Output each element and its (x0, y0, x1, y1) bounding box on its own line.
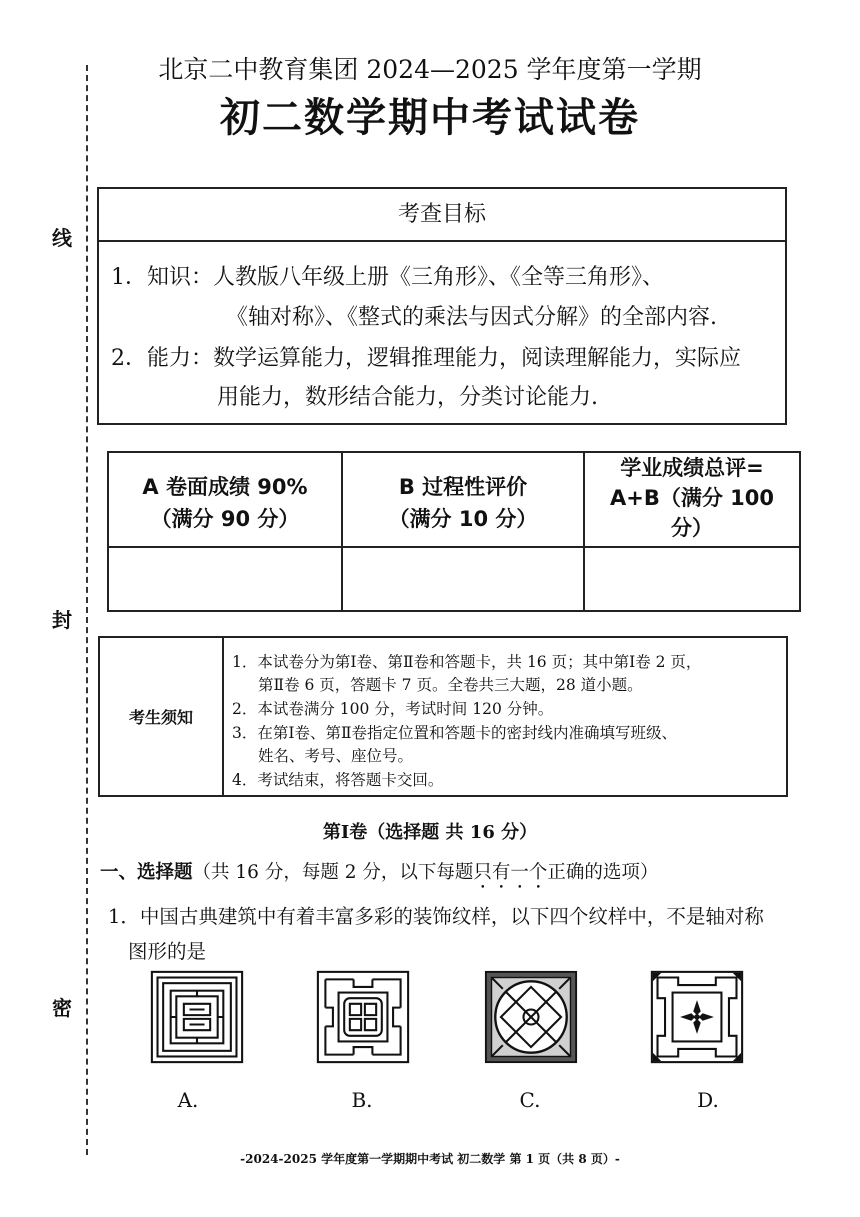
notice-label: 考生须知 (100, 638, 224, 795)
objective-line: 《轴对称》、《整式的乘法与因式分解》的全部内容. (226, 305, 717, 330)
notice-line: 2．本试卷满分 100 分，考试时间 120 分钟。 (232, 700, 554, 718)
notice-box (98, 636, 788, 797)
pattern-b-figure (316, 970, 410, 1064)
question-1-text-cont: 图形的是 (128, 940, 207, 963)
score-col-b (343, 453, 585, 610)
page-footer: -2024-2025 学年度第一学期期中考试 初二数学 第 1 页（共 8 页）- (240, 1152, 620, 1166)
pattern-a-figure (150, 970, 244, 1064)
exam-title: 初二数学期中考试试卷 (220, 94, 640, 141)
question-1-text: 1．中国古典建筑中有着丰富多彩的装饰纹样，以下四个纹样中，不是轴对称 (108, 905, 764, 928)
score-row-divider (109, 546, 799, 548)
seal-dashed-line (86, 65, 88, 1155)
objective-line: 用能力，数形结合能力，分类讨论能力. (217, 385, 598, 410)
seal-mark-mi: 密 (52, 996, 72, 1020)
score-col-c-line: A+B（满分 100 (609, 486, 774, 510)
section-title: 第Ⅰ卷（选择题 共 16 分） (322, 822, 538, 843)
objectives-box (97, 187, 787, 425)
score-col-b-line: （满分 10 分） (388, 507, 538, 531)
option-c-label: C. (519, 1088, 541, 1112)
notice-line: 4．考试结束，将答题卡交回。 (232, 771, 444, 789)
exam-subtitle: 北京二中教育集团 2024—2025 学年度第一学期 (158, 55, 702, 84)
seal-mark-xian: 线 (52, 226, 72, 250)
score-col-c-line: 学业成绩总评= (620, 456, 764, 480)
score-col-a (109, 453, 343, 610)
score-col-a-line: A 卷面成绩 90% (142, 475, 308, 499)
score-col-c (585, 453, 799, 610)
part-heading-bold: 一、选择题 (100, 862, 193, 883)
seal-mark-feng: 封 (52, 608, 72, 632)
score-col-a-line: （满分 90 分） (150, 507, 300, 531)
part-heading (100, 858, 658, 893)
pattern-d-figure (650, 970, 744, 1064)
score-col-b-line: B 过程性评价 (398, 475, 528, 499)
part-heading-prefix: （共 16 分，每题 2 分，以下每题 (192, 862, 474, 883)
pattern-c-figure (484, 970, 578, 1064)
objective-line: 1．知识：人教版八年级上册《三角形》、《全等三角形》、 (111, 265, 664, 290)
score-table (107, 451, 801, 612)
objectives-heading: 考查目标 (99, 189, 785, 242)
part-heading-emphasis: 只有一个 (473, 862, 548, 883)
option-b-label: B. (351, 1088, 373, 1112)
notice-line: 姓名、考号、座位号。 (258, 747, 414, 765)
notice-line: 第Ⅱ卷 6 页，答题卡 7 页。全卷共三大题，28 道小题。 (258, 676, 643, 694)
notice-line: 1．本试卷分为第Ⅰ卷、第Ⅱ卷和答题卡，共 16 页；其中第Ⅰ卷 2 页， (232, 653, 702, 671)
notice-line: 3．在第Ⅰ卷、第Ⅱ卷指定位置和答题卡的密封线内准确填写班级、 (232, 724, 678, 742)
part-heading-suffix: 正确的选项） (547, 862, 659, 883)
objective-line: 2．能力：数学运算能力，逻辑推理能力，阅读理解能力，实际应 (111, 346, 741, 371)
option-a-label: A. (177, 1088, 199, 1112)
score-col-c-line: 分） (671, 516, 713, 540)
option-d-label: D. (697, 1088, 719, 1112)
